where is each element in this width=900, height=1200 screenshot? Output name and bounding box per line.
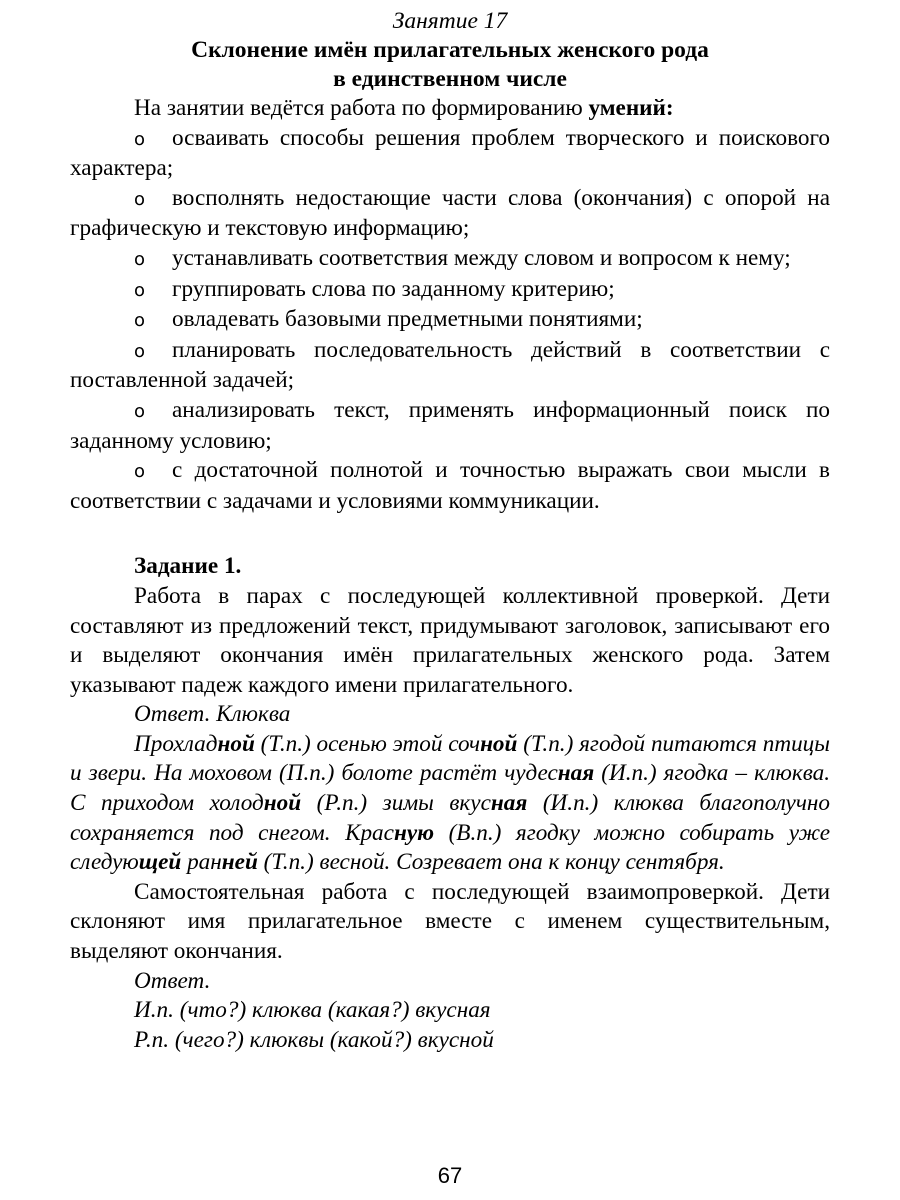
- answer-text-run: (Р.п.) зимы вкус: [301, 790, 491, 817]
- adjective-ending: щей: [138, 849, 182, 876]
- adjective-ending: ную: [393, 819, 435, 846]
- answer-label: Ответ. Клюква: [134, 701, 291, 728]
- bullet-icon: o: [134, 128, 146, 150]
- adjective-ending: ной: [263, 790, 302, 817]
- skill-item: o группировать слова по заданному критерию;: [70, 275, 830, 306]
- independent-work-paragraph: Самостоятельная работа с последующей взаимопроверкой. Дети склоняют имя прилагательное вместе с именем существительным, выделяют окончания.: [70, 878, 830, 965]
- adjective-ending: ной: [480, 730, 518, 757]
- answer-text-run: (И.п.) ягодка – клюква. С приходом холод: [70, 760, 830, 817]
- answer-text: [70, 730, 830, 878]
- bullet-icon: o: [134, 400, 146, 422]
- skill-item: o устанавливать соответствия между словом и вопросом к нему;: [70, 244, 830, 275]
- task-heading: Задание 1.: [134, 553, 242, 580]
- lesson-title-line-2: в единственном числе: [333, 66, 567, 92]
- skill-item: o анализировать текст, применять информационный поиск по заданному условию;: [70, 396, 830, 454]
- answer-text-run: (В.п.) ягодку можно собирать уже следую: [70, 819, 830, 876]
- adjective-ending: ной: [217, 730, 255, 757]
- declension-line: Р.п. (чего?) клюквы (какой?) вкусной: [134, 1026, 494, 1053]
- intro-text: На занятии ведётся работа по формированию: [134, 95, 589, 121]
- bullet-icon: o: [134, 340, 146, 362]
- skill-item: o планировать последовательность действий в соответствии с поставленной задачей;: [70, 336, 830, 394]
- adjective-ending: ная: [557, 760, 595, 787]
- lesson-number: Занятие 17: [392, 8, 508, 34]
- skill-item: o восполнять недостающие части слова (окончания) с опорой на графическую и текстовую информацию;: [70, 184, 830, 242]
- intro-bold-text: умений:: [588, 95, 674, 121]
- declension-line: И.п. (что?) клюква (какая?) вкусная: [134, 997, 491, 1024]
- skill-item: o с достаточной полнотой и точностью выражать свои мысли в соответствии с задачами и условиями коммуникации.: [70, 457, 830, 514]
- adjective-ending: ная: [490, 790, 528, 817]
- intro-paragraph: [70, 94, 830, 124]
- skills-list: [70, 124, 830, 517]
- document-page: [70, 6, 830, 1055]
- adjective-ending: ней: [221, 849, 258, 876]
- bullet-icon: o: [134, 248, 146, 270]
- skill-item: o овладевать базовыми предметными понятиями;: [70, 305, 830, 336]
- answer-text-run: (Т.п.) весной. Созревает она к концу сентября.: [257, 849, 725, 876]
- answer-text-run: ран: [181, 849, 222, 876]
- task-description: Работа в парах с последующей коллективной проверкой. Дети составляют из предложений текст, придумывают заголовок, записывают его и выделяют окончания имён прилагательных женского рода. Затем указывают падеж каждого имени прилагательного.: [70, 582, 830, 698]
- page-number: 67: [437, 1163, 463, 1188]
- lesson-title-line-1: Склонение имён прилагательных женского рода: [191, 37, 709, 63]
- answer2-label: Ответ.: [134, 967, 211, 994]
- bullet-icon: o: [134, 279, 146, 301]
- bullet-icon: o: [134, 310, 146, 332]
- skill-item: o осваивать способы решения проблем творческого и поискового характера;: [70, 124, 830, 182]
- answer-text-run: (И.п.) клюква благополучно сохраняется под снегом. Крас: [70, 790, 830, 846]
- answer-text-run: (Т.п.) осенью этой соч: [254, 730, 481, 757]
- bullet-icon: o: [134, 188, 146, 210]
- bullet-icon: o: [134, 461, 146, 483]
- answer-text-run: Прохлад: [134, 730, 218, 757]
- answer-text-run: (Т.п.) ягодой питаются птицы и звери. На моховом (П.п.) болоте растёт чудес: [70, 730, 830, 787]
